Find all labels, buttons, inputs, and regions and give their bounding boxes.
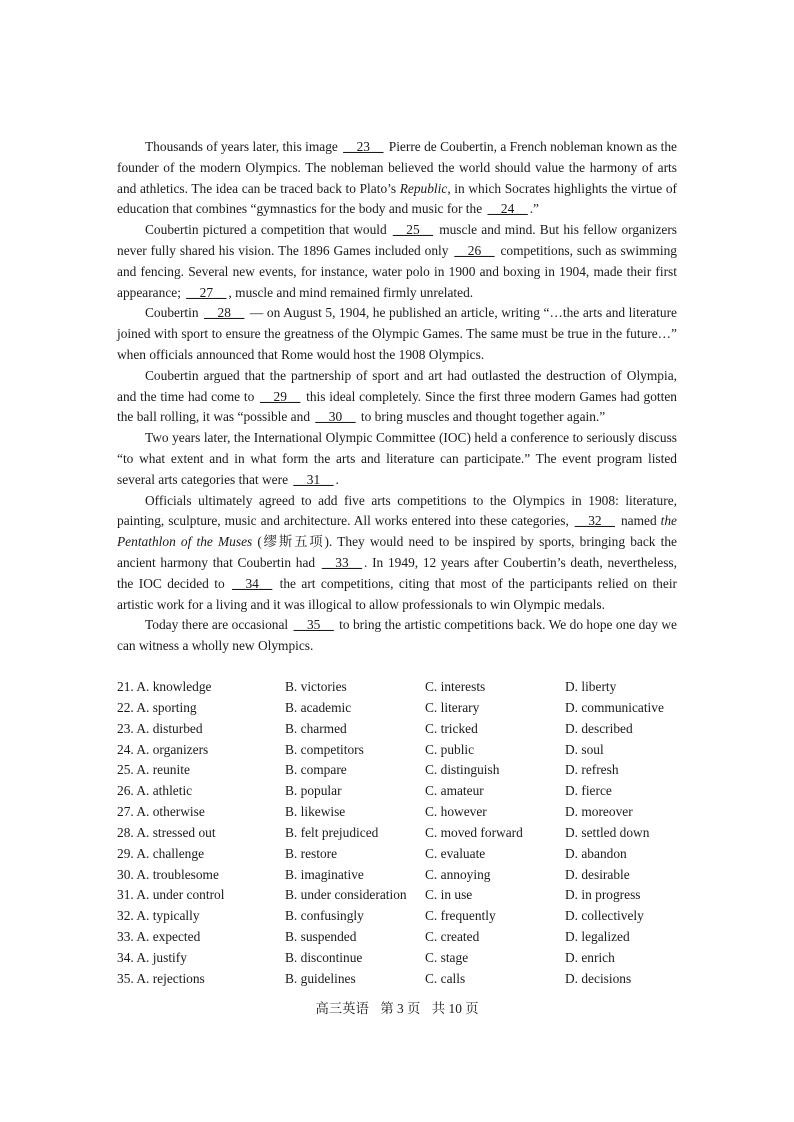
option-a: 29. A. challenge bbox=[117, 845, 205, 861]
cloze-blank: __29__ bbox=[260, 388, 301, 404]
option-row bbox=[117, 802, 677, 823]
option-a: 34. A. justify bbox=[117, 949, 187, 965]
passage-text: Thousands of years later, this image bbox=[145, 139, 342, 154]
option-d: D. decisions bbox=[565, 970, 632, 986]
passage-text: , muscle and mind remained firmly unrelated. bbox=[228, 284, 474, 300]
option-b: B. imaginative bbox=[285, 866, 364, 882]
passage-text: Coubertin argued that the partnership of sport and art had outlasted the destruction of Olympia, and the time had come to bbox=[117, 367, 677, 404]
passage-text: the art competitions, citing that most of the participants relied on their artistic work for a living and it was illogical to allow professionals to win Olympic medals. bbox=[117, 575, 677, 612]
option-b: B. guidelines bbox=[285, 970, 356, 986]
option-b: B. restore bbox=[285, 845, 338, 861]
passage-paragraph bbox=[117, 303, 677, 365]
cloze-blank: __33__ bbox=[321, 554, 363, 570]
option-b: B. confusingly bbox=[285, 908, 364, 924]
passage-paragraph bbox=[117, 220, 677, 303]
option-c: C. however bbox=[425, 804, 487, 820]
option-d: D. described bbox=[565, 720, 633, 736]
option-b: B. likewise bbox=[285, 804, 346, 820]
answer-options bbox=[117, 677, 677, 990]
option-c: C. in use bbox=[425, 887, 473, 903]
option-c: C. stage bbox=[425, 949, 469, 965]
option-a: 23. A. disturbed bbox=[117, 720, 203, 736]
passage-paragraph bbox=[117, 366, 677, 428]
option-d: D. fierce bbox=[565, 783, 612, 799]
option-c: C. calls bbox=[425, 970, 466, 986]
option-c: C. frequently bbox=[425, 908, 496, 924]
option-b: B. compare bbox=[285, 762, 347, 778]
passage-paragraph bbox=[117, 491, 677, 616]
option-b: B. academic bbox=[285, 699, 352, 715]
passage-text: competitions, such as swimming and fencing. Several new events, for instance, water polo in 1900 and boxing in 1904, made their first appearance; bbox=[117, 242, 677, 300]
passage-text: to bring the artistic competitions back. We do hope one day we can witness a wholly new Olympics. bbox=[117, 617, 677, 654]
passage-text: named bbox=[616, 513, 661, 529]
passage-text: Pierre de Coubertin, a French nobleman known as the founder of the modern Olympics. The nobleman believed the world should value the harmony of arts and athletics. The idea can be traced back to Plato’s bbox=[117, 139, 677, 196]
passage-text: .” bbox=[529, 201, 539, 217]
passage-text: Coubertin pictured a competition that would bbox=[145, 222, 391, 238]
option-row bbox=[117, 760, 677, 781]
option-b: B. popular bbox=[285, 783, 342, 799]
option-d: D. abandon bbox=[565, 845, 627, 861]
cloze-blank: __30__ bbox=[315, 409, 356, 425]
italic-title: Republic bbox=[399, 180, 448, 196]
option-b: B. discontinue bbox=[285, 949, 363, 965]
cloze-blank: __28__ bbox=[204, 305, 245, 321]
option-d: D. collectively bbox=[565, 908, 644, 924]
option-c: C. evaluate bbox=[425, 845, 486, 861]
option-row bbox=[117, 969, 677, 990]
option-d: D. communicative bbox=[565, 699, 664, 715]
passage-text: . bbox=[335, 471, 339, 487]
option-c: C. amateur bbox=[425, 783, 484, 799]
passage-text: (缪斯五项). They would need to be inspired by sports, bringing back the ancient harmony that Coubertin had bbox=[117, 534, 677, 570]
option-row bbox=[117, 698, 677, 719]
option-a: 22. A. sporting bbox=[117, 699, 197, 715]
option-d: D. liberty bbox=[565, 679, 617, 694]
passage-text: Coubertin bbox=[145, 305, 203, 321]
cloze-blank: __26__ bbox=[454, 242, 495, 258]
passage-paragraph bbox=[117, 428, 677, 490]
cloze-passage bbox=[117, 137, 677, 657]
option-d: D. desirable bbox=[565, 866, 630, 882]
option-c: C. annoying bbox=[425, 866, 491, 882]
option-row bbox=[117, 844, 677, 865]
option-row bbox=[117, 719, 677, 740]
cloze-blank: __32__ bbox=[574, 513, 615, 529]
cloze-blank: __31__ bbox=[293, 471, 334, 487]
option-c: C. public bbox=[425, 741, 475, 757]
option-d: D. legalized bbox=[565, 929, 630, 945]
option-row bbox=[117, 906, 677, 927]
passage-text: muscle and mind. But his fellow organizers never fully shared his vision. The 1896 Games included only bbox=[117, 222, 677, 258]
option-c: C. tricked bbox=[425, 720, 478, 736]
option-c: C. distinguish bbox=[425, 762, 500, 778]
option-b: B. felt prejudiced bbox=[285, 824, 379, 840]
passage-text: Today there are occasional bbox=[145, 617, 292, 633]
option-a: 26. A. athletic bbox=[117, 783, 193, 799]
cloze-blank: __25__ bbox=[392, 222, 434, 238]
passage-paragraph bbox=[117, 137, 677, 220]
passage-paragraph bbox=[117, 615, 677, 657]
passage-text: . In 1949, 12 years after Coubertin’s death, nevertheless, the IOC decided to bbox=[117, 554, 677, 591]
option-d: D. moreover bbox=[565, 804, 633, 820]
passage-text: , in which Socrates highlights the virtue of education that combines “gymnastics for the body and music for the bbox=[117, 180, 677, 217]
option-row bbox=[117, 885, 677, 906]
option-row bbox=[117, 740, 677, 761]
option-b: B. competitors bbox=[285, 741, 364, 757]
option-d: D. enrich bbox=[565, 949, 615, 965]
cloze-blank: __24__ bbox=[487, 201, 528, 217]
passage-text: to bring muscles and thought together again.” bbox=[357, 409, 606, 425]
option-d: D. soul bbox=[565, 741, 604, 757]
option-a: 28. A. stressed out bbox=[117, 824, 216, 840]
option-a: 27. A. otherwise bbox=[117, 804, 205, 820]
option-row bbox=[117, 677, 677, 698]
option-a: 25. A. reunite bbox=[117, 762, 190, 778]
passage-text: Officials ultimately agreed to add five arts competitions to the Olympics in 1908: literature, painting, sculpture, music and architecture. All works entered into these categories, bbox=[117, 492, 677, 529]
option-d: D. in progress bbox=[565, 887, 641, 903]
option-d: D. refresh bbox=[565, 762, 619, 778]
cloze-blank: __27__ bbox=[186, 284, 227, 300]
option-a: 35. A. rejections bbox=[117, 970, 205, 986]
cloze-blank: __35__ bbox=[293, 617, 334, 633]
italic-title: the Pentathlon of the Muses bbox=[117, 513, 677, 550]
option-b: B. charmed bbox=[285, 720, 347, 736]
passage-text: this ideal completely. Since the first three modern Games had gotten the ball rolling, it was “possible and bbox=[117, 388, 678, 425]
option-b: B. under consideration bbox=[285, 887, 407, 903]
option-a: 21. A. knowledge bbox=[117, 679, 212, 694]
option-row bbox=[117, 781, 677, 802]
option-a: 32. A. typically bbox=[117, 908, 200, 924]
page-footer bbox=[0, 998, 794, 1017]
option-a: 33. A. expected bbox=[117, 929, 201, 945]
footer-page-number: 第 3 页 bbox=[380, 1001, 421, 1016]
option-a: 31. A. under control bbox=[117, 887, 225, 903]
option-b: B. victories bbox=[285, 679, 347, 694]
option-c: C. interests bbox=[425, 679, 486, 694]
option-row bbox=[117, 927, 677, 948]
option-c: C. moved forward bbox=[425, 824, 523, 840]
option-c: C. created bbox=[425, 929, 480, 945]
option-a: 30. A. troublesome bbox=[117, 866, 219, 882]
option-row bbox=[117, 823, 677, 844]
passage-text: Two years later, the International Olympic Committee (IOC) held a conference to seriously discuss “to what extent and in what form the arts and literature can participate.” The event program listed several arts categories that were bbox=[117, 430, 677, 487]
option-row bbox=[117, 865, 677, 886]
footer-page-total: 共 10 页 bbox=[431, 1001, 479, 1016]
option-b: B. suspended bbox=[285, 929, 357, 945]
option-d: D. settled down bbox=[565, 824, 650, 840]
passage-text: — on August 5, 1904, he published an article, writing “…the arts and literature joined with sport to ensure the greatness of the Olympic Games. The same must be true in the future…” when officials announced that Rome would host the 1908 Olympics. bbox=[117, 305, 677, 362]
option-row bbox=[117, 948, 677, 969]
footer-subject: 高三英语 bbox=[315, 1001, 369, 1016]
cloze-blank: __34__ bbox=[232, 575, 273, 591]
option-a: 24. A. organizers bbox=[117, 741, 209, 757]
option-c: C. literary bbox=[425, 699, 480, 715]
cloze-blank: __23__ bbox=[343, 139, 384, 154]
